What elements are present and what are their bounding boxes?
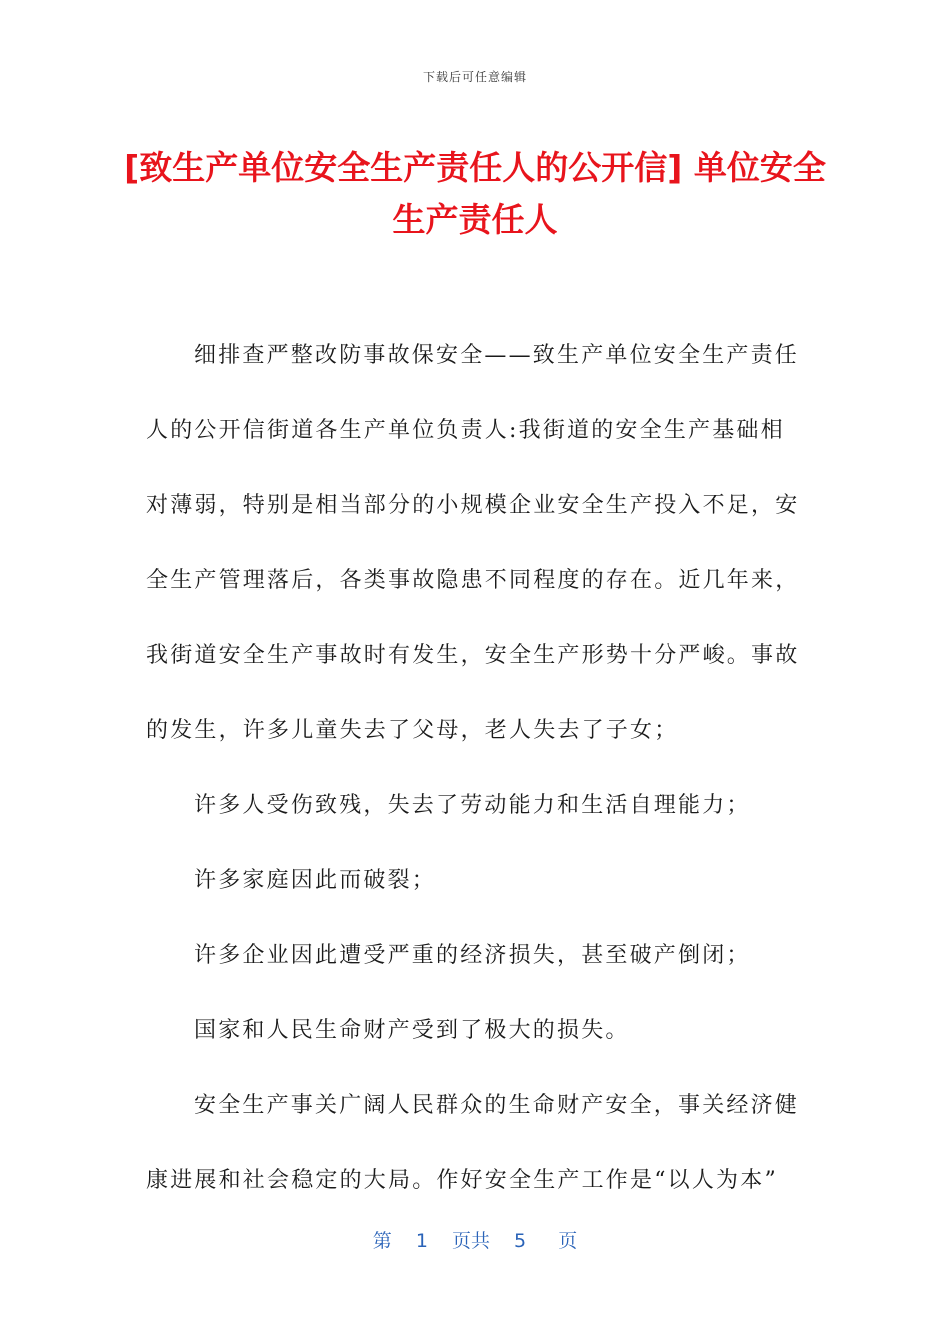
paragraph: 许多人受伤致残，失去了劳动能力和生活自理能力； <box>194 793 751 818</box>
footer-prefix: 第 <box>372 1230 392 1252</box>
footer-current-page: 1 <box>415 1230 428 1252</box>
document-title: [致生产单位安全生产责任人的公开信] 单位安全生产责任人 <box>124 148 826 239</box>
header-note: 下载后可任意编辑 <box>422 70 527 84</box>
paragraph: 许多企业因此遭受严重的经济损失，甚至破产倒闭； <box>194 943 751 968</box>
page-footer <box>0 1226 950 1253</box>
footer-suffix: 页 <box>558 1230 578 1252</box>
paragraph: 许多家庭因此而破裂； <box>194 868 437 893</box>
paragraph: 安全生产事关广阔人民群众的生命财产安全，事关经济健康进展和社会稳定的大局。作好安全生产工作是“以人为本” <box>146 1093 800 1193</box>
footer-total-pages: 5 <box>514 1230 527 1252</box>
paragraph: 细排查严整改防事故保安全——致生产单位安全生产责任人的公开信街道各生产单位负责人:我街道的安全生产基础相对薄弱，特别是相当部分的小规模企业安全生产投入不足，安全生产管理落后，各类事故隐患不同程度的存在。近几年来，我街道安全生产事故时有发生，安全生产形势十分严峻。事故的发生，许多儿童失去了父母，老人失去了子女； <box>146 343 800 743</box>
paragraph: 国家和人民生命财产受到了极大的损失。 <box>194 1018 630 1043</box>
footer-middle: 页共 <box>451 1230 490 1252</box>
document-body <box>146 318 806 1218</box>
